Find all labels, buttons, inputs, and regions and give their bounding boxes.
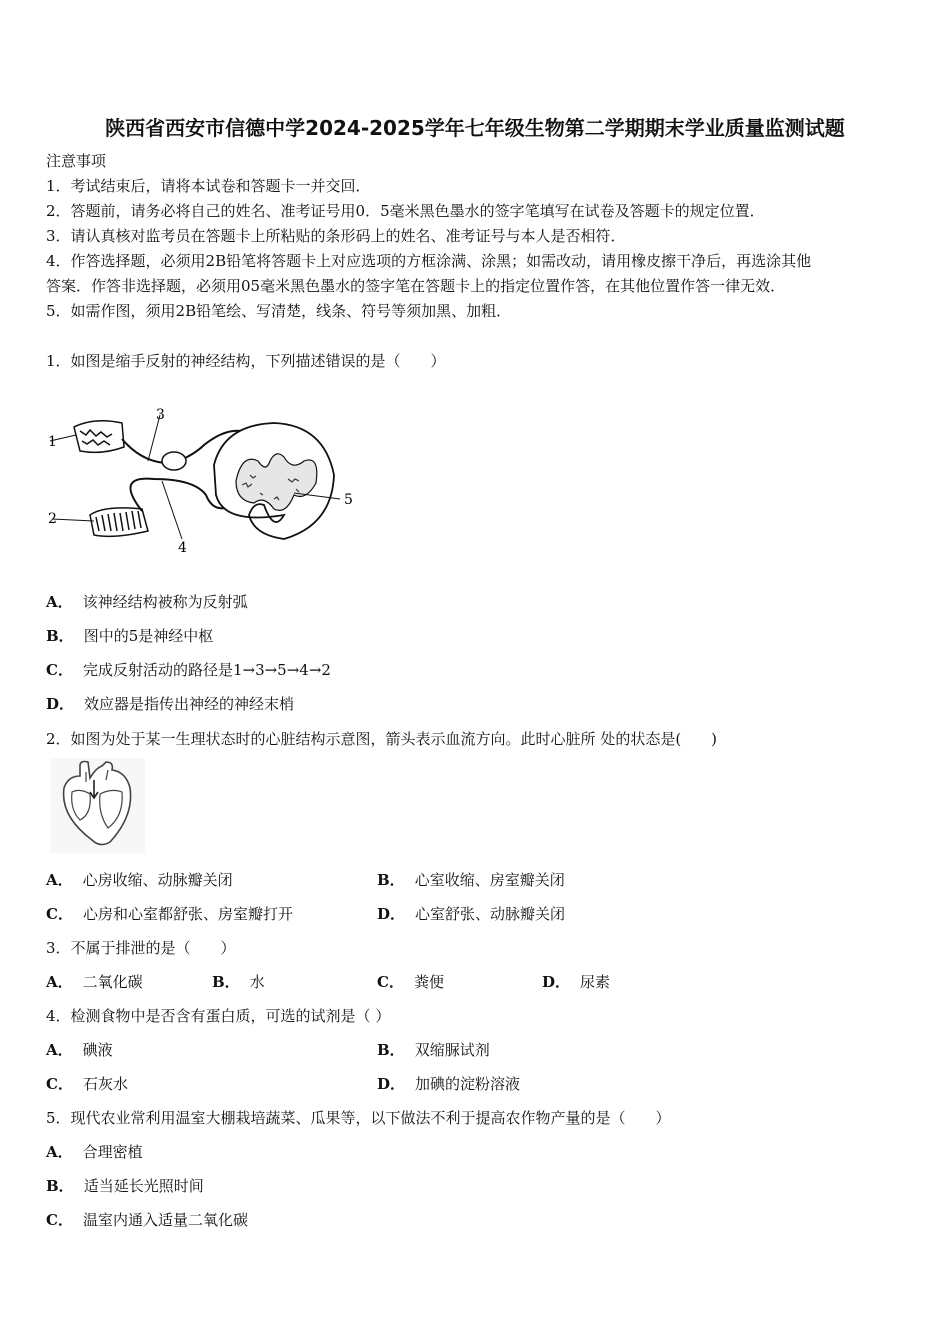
figure-label: 3 bbox=[156, 407, 165, 423]
question-1-option-c: C． 完成反射活动的路径是1→3→5→4→2 bbox=[46, 661, 331, 679]
receptor-skin-icon bbox=[74, 421, 124, 453]
question-5-option-a: A． 合理密植 bbox=[46, 1143, 143, 1161]
figure-label: 4 bbox=[178, 540, 187, 556]
question-3-stem: 3．不属于排泄的是（ ） bbox=[46, 939, 236, 957]
question-2-option-c: C． 心房和心室都舒张、房室瓣打开 bbox=[46, 905, 293, 923]
question-1-stem: 1．如图是缩手反射的神经结构，下列描述错误的是（ ） bbox=[46, 352, 446, 370]
notice-item: 答案．作答非选择题，必须用05毫米黑色墨水的签字笔在答题卡上的指定位置作答，在其他位置作答一律无效． bbox=[46, 277, 786, 295]
figure-label: 1 bbox=[48, 434, 57, 450]
effector-muscle-icon bbox=[90, 508, 148, 536]
question-3-option-a: A． 二氧化碳 bbox=[46, 973, 143, 991]
notice-item: 2．答题前，请务必将自己的姓名、准考证号用0．5毫米黑色墨水的签字笔填写在试卷及答题卡的规定位置． bbox=[46, 202, 765, 220]
question-2-option-a: A． 心房收缩、动脉瓣关闭 bbox=[46, 871, 233, 889]
heart-diagram-figure bbox=[50, 758, 145, 853]
question-4-option-d: D． 加碘的淀粉溶液 bbox=[377, 1075, 521, 1093]
question-4-stem: 4．检测食物中是否含有蛋白质，可选的试剂是（ ） bbox=[46, 1007, 391, 1025]
question-3-option-d: D． 尿素 bbox=[542, 973, 611, 991]
question-5-option-b: B． 适当延长光照时间 bbox=[46, 1177, 204, 1195]
notice-item: 1．考试结束后，请将本试卷和答题卡一并交回． bbox=[46, 177, 371, 195]
question-2-stem: 2．如图为处于某一生理状态时的心脏结构示意图，箭头表示血流方向。此时心脏所 处的状态是( ) bbox=[46, 730, 718, 748]
page-title: 陕西省西安市信德中学2024-2025学年七年级生物第二学期期末学业质量监测试题 bbox=[105, 116, 845, 140]
question-1-option-b: B． 图中的5是神经中枢 bbox=[46, 627, 214, 645]
question-1-option-d: D． 效应器是指传出神经的神经末梢 bbox=[46, 695, 295, 713]
question-5-option-c: C． 温室内通入适量二氧化碳 bbox=[46, 1211, 248, 1229]
figure-label: 2 bbox=[48, 511, 57, 527]
notice-item: 3．请认真核对监考员在答题卡上所粘贴的条形码上的姓名、准考证号与本人是否相符． bbox=[46, 227, 626, 245]
question-4-option-a: A． 碘液 bbox=[46, 1041, 113, 1059]
question-4-option-c: C． 石灰水 bbox=[46, 1075, 128, 1093]
question-2-option-b: B． 心室收缩、房室瓣关闭 bbox=[377, 871, 565, 889]
question-5-stem: 5．现代农业常利用温室大棚栽培蔬菜、瓜果等，以下做法不利于提高农作物产量的是（ ） bbox=[46, 1109, 671, 1127]
notice-item: 5．如需作图，须用2B铅笔绘、写清楚，线条、符号等须加黑、加粗． bbox=[46, 302, 512, 320]
notice-item: 4．作答选择题，必须用2B铅笔将答题卡上对应选项的方框涂满、涂黑；如需改动，请用橡皮擦干净后，再选涂其他 bbox=[46, 252, 812, 270]
question-4-option-b: B． 双缩脲试剂 bbox=[377, 1041, 490, 1059]
question-1-option-a: A． 该神经结构被称为反射弧 bbox=[46, 593, 248, 611]
figure-label: 5 bbox=[344, 492, 353, 508]
spinal-cord-icon bbox=[214, 423, 334, 539]
question-3-option-c: C． 粪便 bbox=[377, 973, 444, 991]
question-3-option-b: B． 水 bbox=[212, 973, 265, 991]
notice-heading: 注意事项 bbox=[46, 152, 107, 170]
reflex-arc-figure bbox=[44, 405, 364, 560]
question-2-option-d: D． 心室舒张、动脉瓣关闭 bbox=[377, 905, 566, 923]
